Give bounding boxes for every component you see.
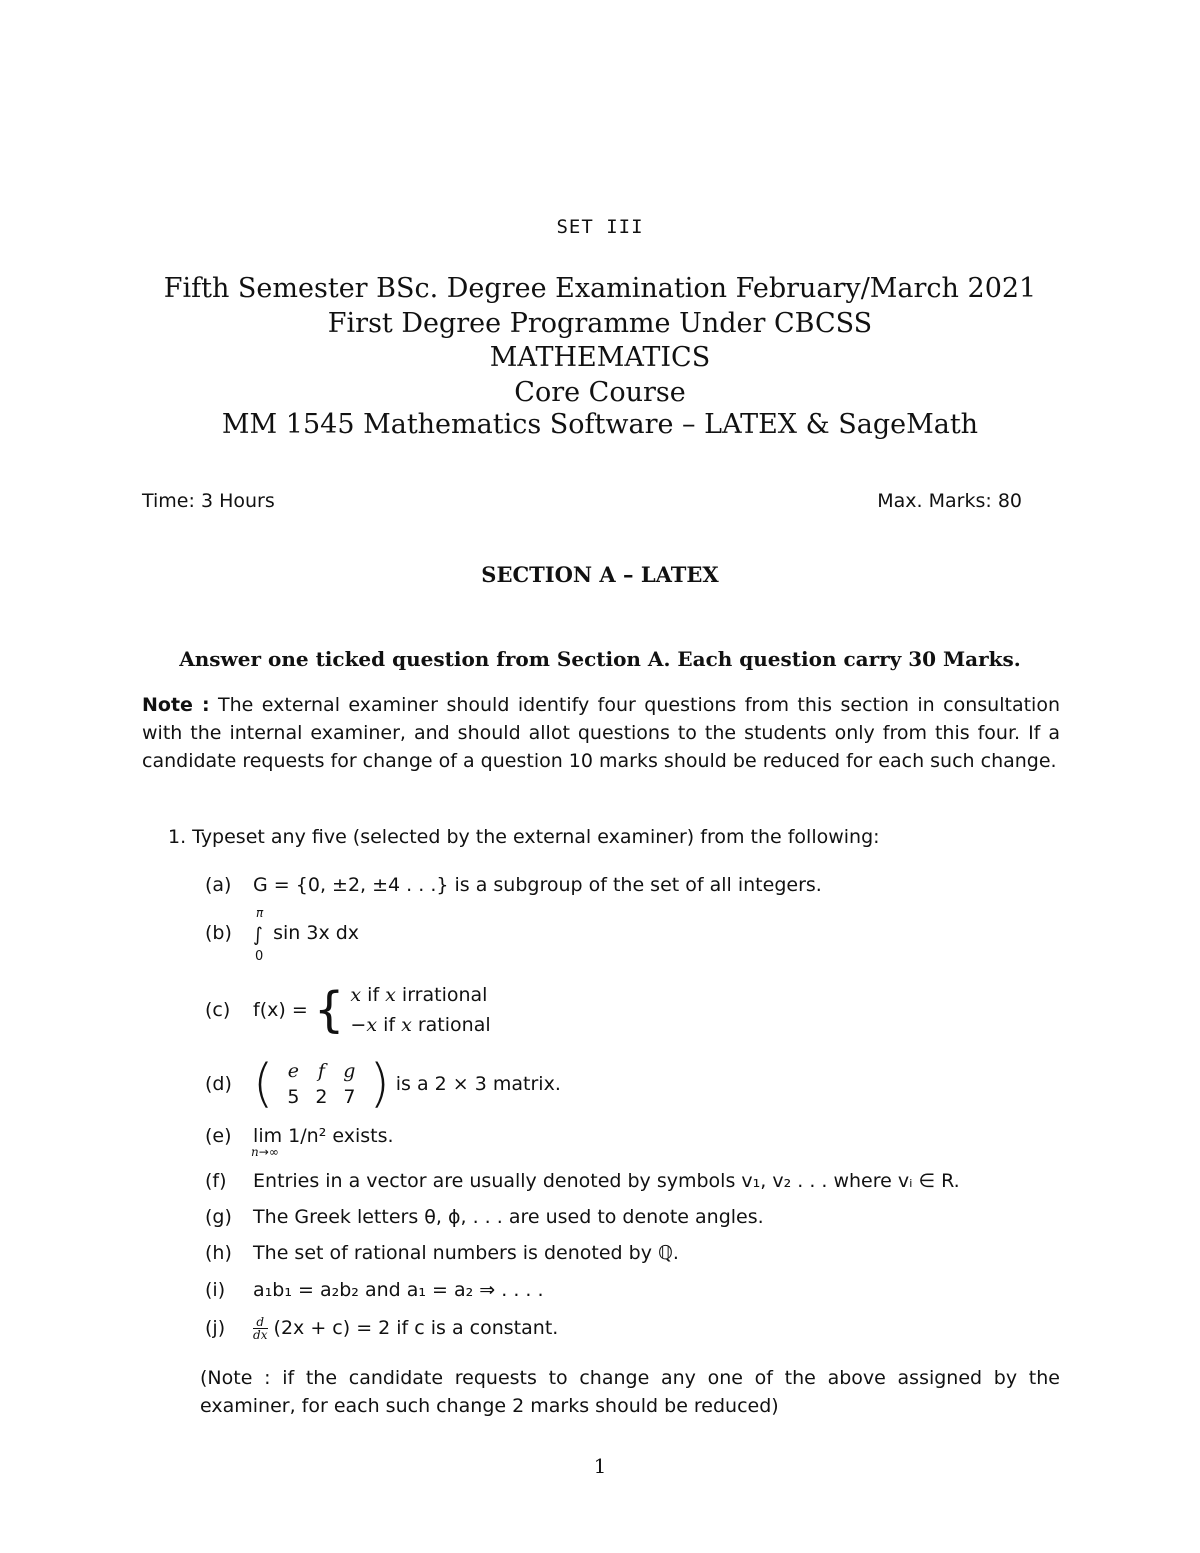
item-text: (2x + c) = 2 if c is a constant. [273,1317,559,1339]
right-paren: ) [369,1054,390,1114]
item-g [205,1206,764,1228]
course-title: MM 1545 Mathematics Software – LATEX & SageMath [221,409,979,440]
item-text: G = {0, ±2, ±4 . . .} is a subgroup of the set of all integers. [253,874,822,896]
item-label: (e) [205,1125,232,1147]
section-instruction: Answer one ticked question from Section A. Each question carry 30 Marks. [179,647,1021,671]
item-label: (a) [205,874,232,896]
item-text: is a 2 × 3 matrix. [395,1073,561,1095]
item-label: (g) [205,1206,232,1228]
page-number: 1 [593,1454,607,1478]
item-text: sin 3x dx [273,922,360,944]
item-label: (i) [205,1279,226,1301]
item-label: (d) [205,1073,232,1095]
time-label: Time: 3 Hours [142,490,275,512]
left-brace: { [313,982,345,1038]
item-f [205,1170,960,1192]
question-1-text: 1. Typeset any five (selected by the external examiner) from the following: [168,826,880,848]
item-text: 1/n² exists. [288,1125,394,1147]
item-e [205,1125,394,1159]
left-paren: ( [253,1054,274,1114]
max-marks-label: Max. Marks: 80 [877,490,1022,512]
item-text: The Greek letters θ, ϕ, . . . are used to denote angles. [253,1206,764,1228]
item-label: (f) [205,1170,227,1192]
item-d [205,1054,561,1114]
note-label: Note : [142,694,210,716]
piecewise-cases: x if x irrational −x if x rational [350,984,491,1036]
exam-title: Fifth Semester BSc. Degree Examination February/March 2021 [163,273,1037,304]
section-title: SECTION A – LATEX [481,562,719,587]
item-label: (b) [205,922,232,944]
item-text: f(x) = [253,999,308,1021]
item-label: (j) [205,1317,226,1339]
item-text: The set of rational numbers is denoted by ℚ. [253,1242,679,1264]
item-a [205,874,822,896]
item-i [205,1279,544,1301]
item-h [205,1242,679,1264]
note-text: The external examiner should identify four questions from this section in consultation with the internal examiner, and should allot questions to the students only from this four. If a candidate requests for change of a question 10 marks should be reduced for each such change. [142,694,1060,772]
programme-title: First Degree Programme Under CBCSS [327,308,873,339]
matrix: e f g 5 2 7 [287,1060,356,1108]
item-label: (c) [205,999,231,1021]
item-text: a₁b₁ = a₂b₂ and a₁ = a₂ ⇒ . . . . [253,1279,544,1301]
integral-sign: π ∫ 0 [253,905,264,964]
item-c [205,980,491,1040]
subject-title: MATHEMATICS [489,342,711,373]
course-type: Core Course [514,377,686,408]
derivative-fraction: $\frac{d}{dx}$ [253,1315,268,1342]
item-j [205,1316,558,1341]
limit-operator: lim n→∞ [251,1125,283,1159]
item-text: Entries in a vector are usually denoted by symbols v₁, v₂ . . . where vᵢ ∈ R. [253,1170,960,1192]
closing-note: (Note : if the candidate requests to change any one of the above assigned by the examiner, for each such change 2 marks should be reduced) [200,1367,1060,1417]
set-label: SET III [556,216,644,238]
note-paragraph [142,691,1060,775]
item-b [205,905,360,964]
item-label: (h) [205,1242,232,1264]
